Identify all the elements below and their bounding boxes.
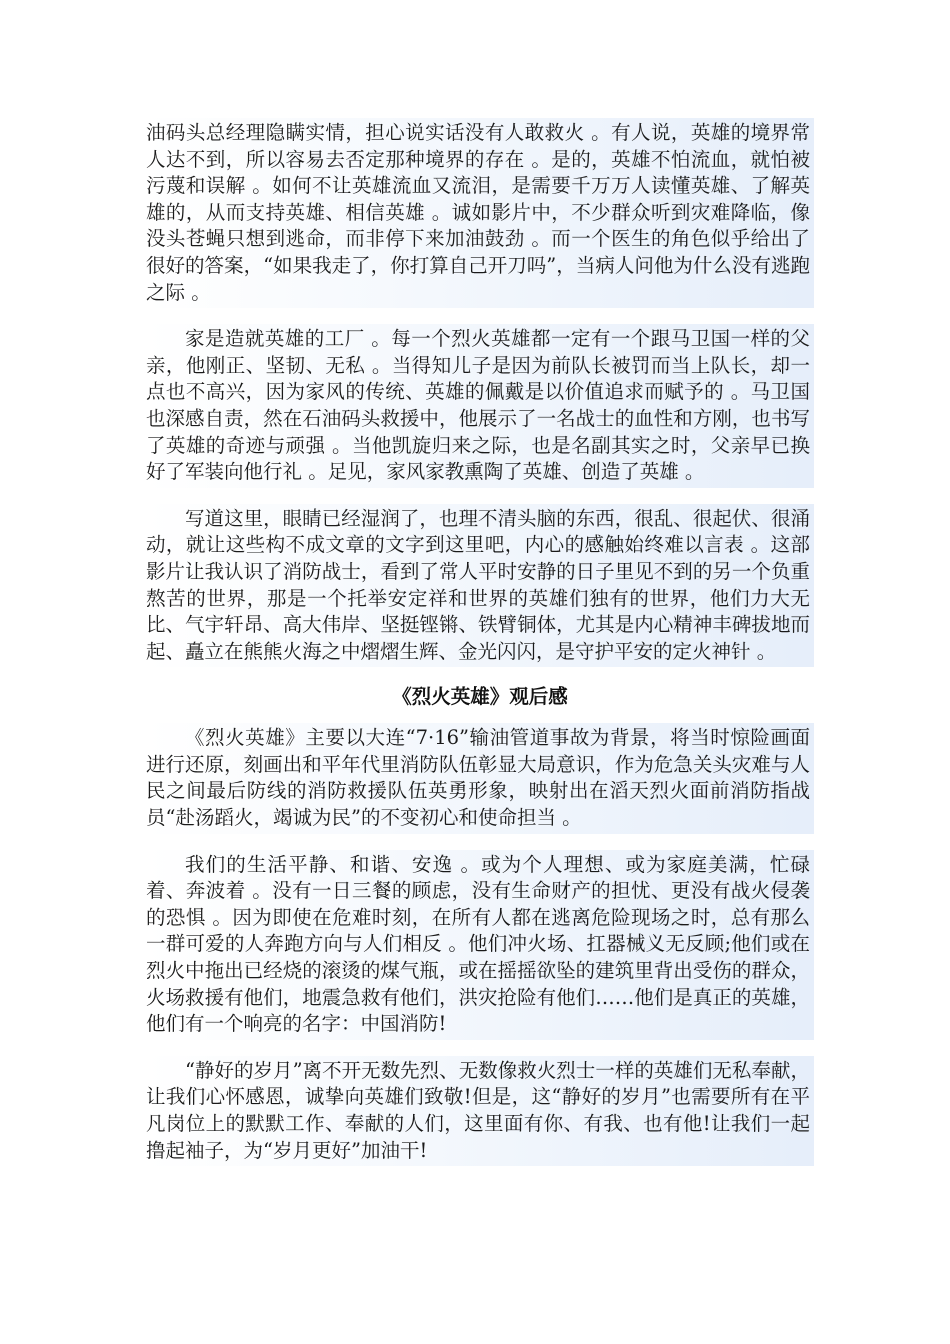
paragraph-gratitude: “静好的岁月”离不开无数先烈、无数像救火烈士一样的英雄们无私奉献，让我们心怀感恩，诚挚向英雄们致敬!但是，这“静好的岁月”也需要所有在平凡岗位上的默默工作、奉献的人们，这里面有你、有我、也有他!让我们一起撸起袖子，为“岁月更好”加油干! xyxy=(146,1056,814,1166)
paragraph-family-heroes: 家是造就英雄的工厂 。每一个烈火英雄都一定有一个跟马卫国一样的父亲，他刚正、坚韧、无私 。当得知儿子是因为前队长被罚而当上队长，却一点也不高兴，因为家风的传统、英雄的佩戴是以价值追求而赋予的 。马卫国也深感自责，然在石油码头救援中，他展示了一名战士的血性和方刚，也书写了英雄的奇迹与顽强 。当他凯旋归来之际，也是名副其实之时，父亲早已换好了军装向他行礼 。足见，家风家教熏陶了英雄、创造了英雄 。 xyxy=(146,324,814,488)
paragraph-reflection: 写道这里，眼睛已经湿润了，也理不清头脑的东西，很乱、很起伏、很涌动，就让这些构不成文章的文字到这里吧，内心的感触始终难以言表 。这部影片让我认识了消防战士，看到了常人平时安静的日子里见不到的另一个负重熬苦的世界，那是一个托举安定祥和世界的英雄们独有的世界，他们力大无比、气宇轩昂、高大伟岸、坚挺铿锵、铁臂铜体，尤其是内心精神丰碑拔地而起、矗立在熊熊火海之中熠熠生辉、金光闪闪，是守护平安的定火神针 。 xyxy=(146,504,814,668)
paragraph-continuation: 油码头总经理隐瞒实情，担心说实话没有人敢救火 。有人说，英雄的境界常人达不到，所以容易去否定那种境界的存在 。是的，英雄不怕流血，就怕被污蔑和误解 。如何不让英雄流血又流泪，是需要千万万人读懂英雄、了解英雄的，从而支持英雄、相信英雄 。诚如影片中，不少群众听到灾难降临，像没头苍蝇只想到逃命，而非停下来加油鼓劲 。而一个医生的角色似乎给出了很好的答案，“如果我走了，你打算自己开刀吗”，当病人问他为什么没有逃跑之际 。 xyxy=(146,118,814,308)
section-title: 《烈火英雄》观后感 xyxy=(392,685,568,709)
paragraph-firefighters: 我们的生活平静、和谐、安逸 。或为个人理想、或为家庭美满，忙碌着、奔波着 。没有一日三餐的顾虑，没有生命财产的担忧、更没有战火侵袭的恐惧 。因为即使在危难时刻，在所有人都在逃离危险现场之时，总有那么一群可爱的人奔跑方向与人们相反 。他们冲火场、扛器械义无反顾;他们或在烈火中拖出已经烧的滚烫的煤气瓶，或在摇摇欲坠的建筑里背出受伤的群众，火场救援有他们，地震急救有他们，洪灾抢险有他们……他们是真正的英雄，他们有一个响亮的名字：中国消防! xyxy=(146,850,814,1040)
document-body xyxy=(146,118,814,1182)
paragraph-movie-intro: 《烈火英雄》主要以大连“7·16”输油管道事故为背景，将当时惊险画面进行还原，刻画出和平年代里消防队伍彰显大局意识，作为危急关头灾难与人民之间最后防线的消防救援队伍英勇形象，映射出在滔天烈火面前消防指战员“赴汤蹈火，竭诚为民”的不变初心和使命担当 。 xyxy=(146,723,814,833)
